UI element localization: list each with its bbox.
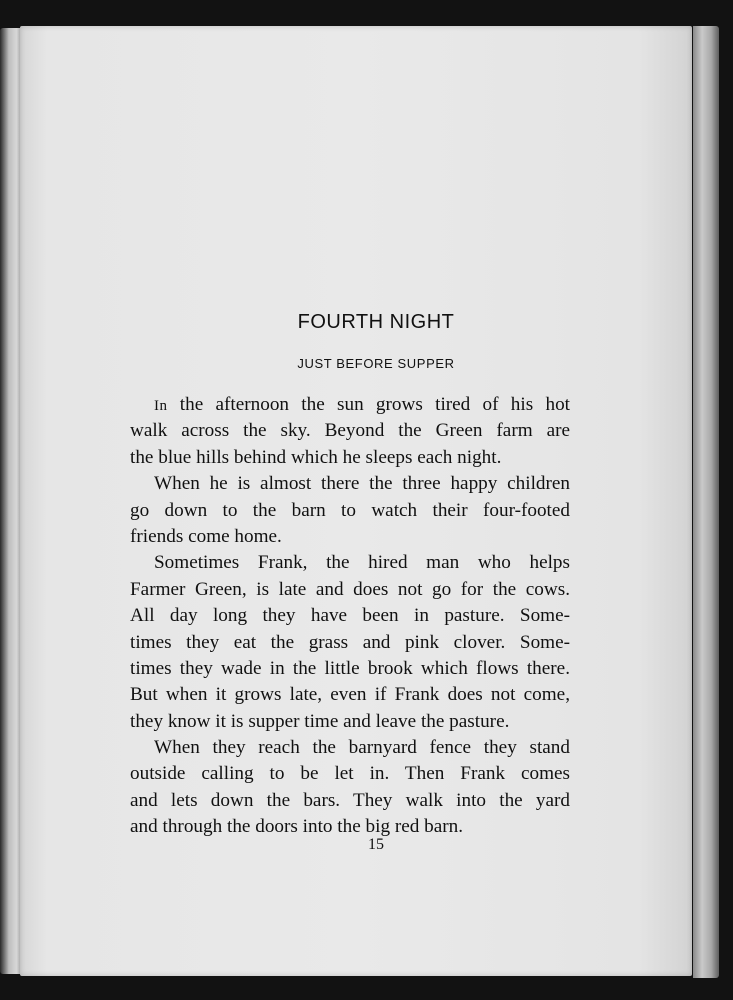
text-line: and through the doors into the big red barn. xyxy=(130,816,464,838)
line-text: the afternoon the sun grows tired of his hot xyxy=(167,394,570,415)
text-line: and lets down the bars. They walk into the yard xyxy=(130,789,570,811)
text-line: But when it grows late, even if Frank does not come, xyxy=(130,684,570,706)
text-line: All day long they have been in pasture. Some- xyxy=(130,605,570,627)
text-line: times they wade in the little brook which flows there. xyxy=(130,657,570,679)
text-line: When he is almost there the three happy children xyxy=(154,473,570,495)
chapter-title: FOURTH NIGHT xyxy=(297,311,455,333)
text-line xyxy=(130,392,570,418)
book-spine-edge xyxy=(0,28,22,974)
text-line: times they eat the grass and pink clover. Some- xyxy=(130,631,570,653)
text-line: walk across the sky. Beyond the Green farm are xyxy=(130,420,570,442)
page-number: 15 xyxy=(368,836,384,853)
text-line: friends come home. xyxy=(130,525,282,547)
book-cover-edge xyxy=(693,26,719,978)
text-line: Farmer Green, is late and does not go for the cows. xyxy=(130,578,570,600)
body-text xyxy=(130,392,570,841)
chapter-subtitle: JUST BEFORE SUPPER xyxy=(297,356,455,371)
text-line: outside calling to be let in. Then Frank comes xyxy=(130,763,570,785)
text-line: the blue hills behind which he sleeps each night. xyxy=(130,446,502,468)
text-line: Sometimes Frank, the hired man who helps xyxy=(154,552,570,574)
text-line: When they reach the barnyard fence they stand xyxy=(154,737,570,759)
text-line: go down to the barn to watch their four-footed xyxy=(130,499,570,521)
text-line: they know it is supper time and leave the pasture. xyxy=(130,710,510,732)
book-page xyxy=(20,26,692,976)
small-caps-lead: In xyxy=(154,398,168,414)
